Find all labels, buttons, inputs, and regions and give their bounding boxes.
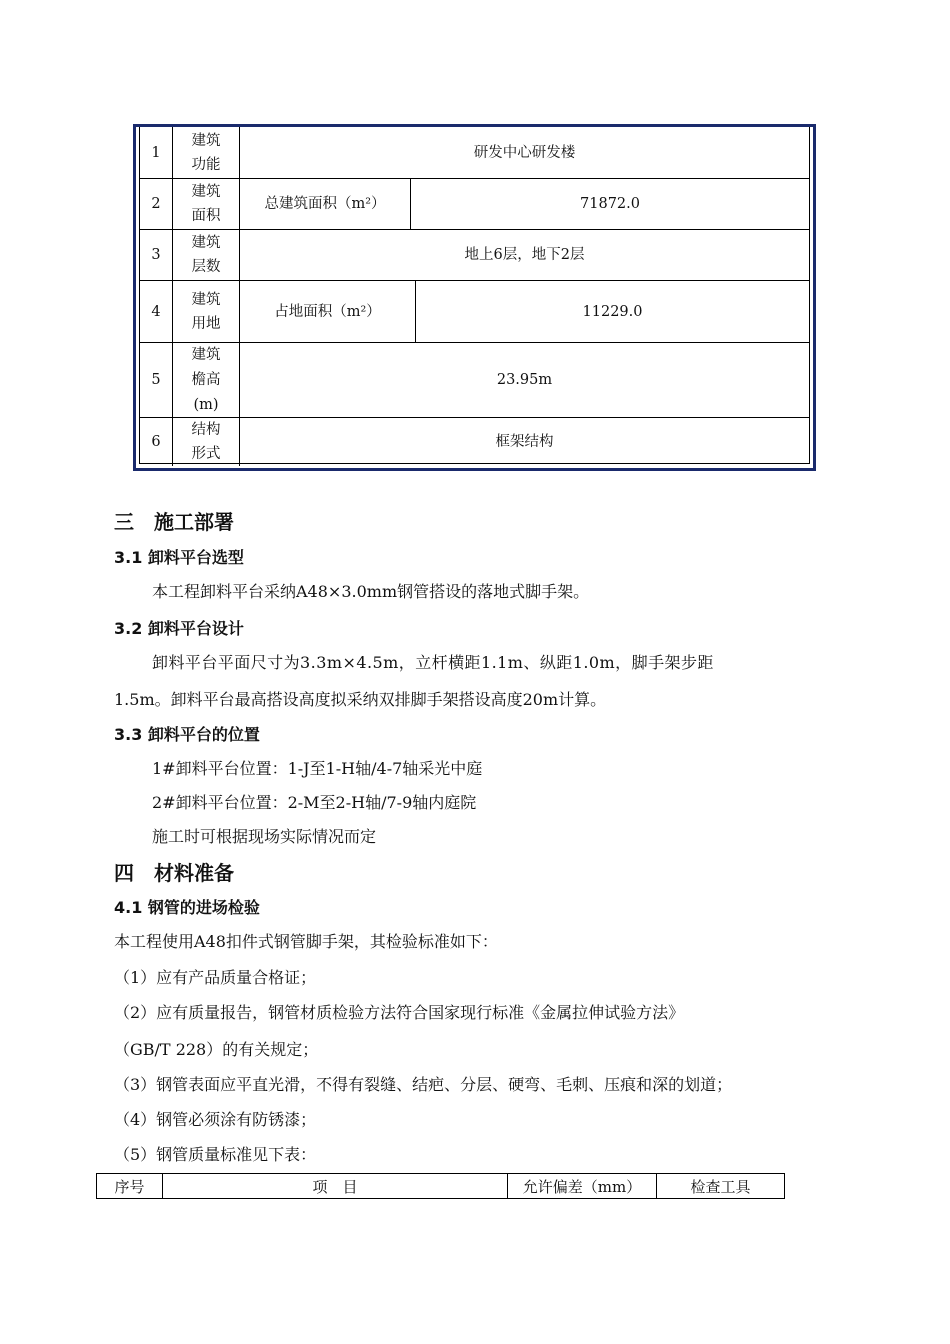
row-label: 建筑 用地 [173, 281, 240, 342]
row-label: 建筑 檐高 (m) [173, 343, 240, 417]
paragraph: 施工时可根据现场实际情况而定 [152, 827, 377, 846]
row-value: 框架结构 [495, 434, 554, 450]
row-value: 地上6层，地下2层 [464, 247, 585, 263]
subsection-heading: 3.3 卸料平台的位置 [114, 725, 260, 744]
row-sub-label: 占地面积（m²） [240, 281, 416, 342]
list-item: （1）应有产品质量合格证； [114, 968, 317, 987]
row-number: 4 [140, 281, 173, 342]
section-heading: 三 施工部署 [114, 510, 234, 534]
row-number: 2 [140, 179, 173, 229]
list-item: （4）钢管必须涂有防锈漆； [114, 1110, 317, 1129]
list-item: （2）应有质量报告，钢管材质检验方法符合国家现行标准《金属拉伸试验方法》 [114, 1003, 685, 1022]
row-number: 1 [140, 127, 173, 178]
row-number: 3 [140, 230, 173, 280]
table-header-cell: 序号 [97, 1174, 163, 1198]
paragraph: 1#卸料平台位置：1-J至1-H轴/4-7轴采光中庭 [152, 759, 483, 778]
row-value: 11229.0 [582, 303, 643, 320]
list-item: （3）钢管表面应平直光滑，不得有裂缝、结疤、分层、硬弯、毛刺、压痕和深的划道； [114, 1075, 733, 1094]
row-label: 建筑 层数 [173, 230, 240, 280]
table-row [140, 127, 809, 179]
subsection-heading: 3.2 卸料平台设计 [114, 619, 244, 638]
table-row [140, 230, 809, 281]
table-row [140, 343, 809, 418]
building-info-table [133, 124, 816, 471]
row-label: 建筑 面积 [173, 179, 240, 229]
row-value: 23.95m [496, 372, 553, 388]
paragraph: 卸料平台平面尺寸为3.3m×4.5m，立杆横距1.1m、纵距1.0m，脚手架步距 [152, 653, 714, 672]
table-row [140, 179, 809, 230]
table-row [140, 281, 809, 343]
row-label: 建筑 功能 [173, 127, 240, 178]
row-value: 研发中心研发楼 [473, 144, 576, 161]
paragraph: 2#卸料平台位置：2-M至2-H轴/7-9轴内庭院 [152, 793, 477, 812]
row-value: 71872.0 [580, 196, 640, 212]
table-header-cell: 允许偏差（mm） [508, 1174, 657, 1198]
table-header-cell: 项 目 [163, 1174, 508, 1198]
row-number: 5 [140, 343, 173, 417]
paragraph: 本工程使用A48扣件式钢管脚手架，其检验标准如下： [114, 932, 498, 951]
paragraph: 本工程卸料平台采纳A48×3.0mm钢管搭设的落地式脚手架。 [152, 582, 590, 601]
subsection-heading: 3.1 卸料平台选型 [114, 548, 244, 567]
list-item: （GB/T 228）的有关规定； [114, 1040, 319, 1059]
table-header-cell: 检查工具 [690, 1177, 751, 1196]
paragraph: 1.5m。卸料平台最高搭设高度拟采纳双排脚手架搭设高度20m计算。 [114, 690, 607, 709]
subsection-heading: 4.1 钢管的进场检验 [114, 898, 260, 917]
section-heading: 四 材料准备 [114, 861, 234, 885]
row-number: 6 [140, 418, 173, 466]
list-item: （5）钢管质量标准见下表： [114, 1145, 317, 1164]
row-label: 结构 形式 [173, 418, 240, 466]
steel-pipe-quality-table [96, 1173, 785, 1199]
table-row [140, 418, 809, 466]
row-sub-label: 总建筑面积（m²） [240, 179, 411, 229]
